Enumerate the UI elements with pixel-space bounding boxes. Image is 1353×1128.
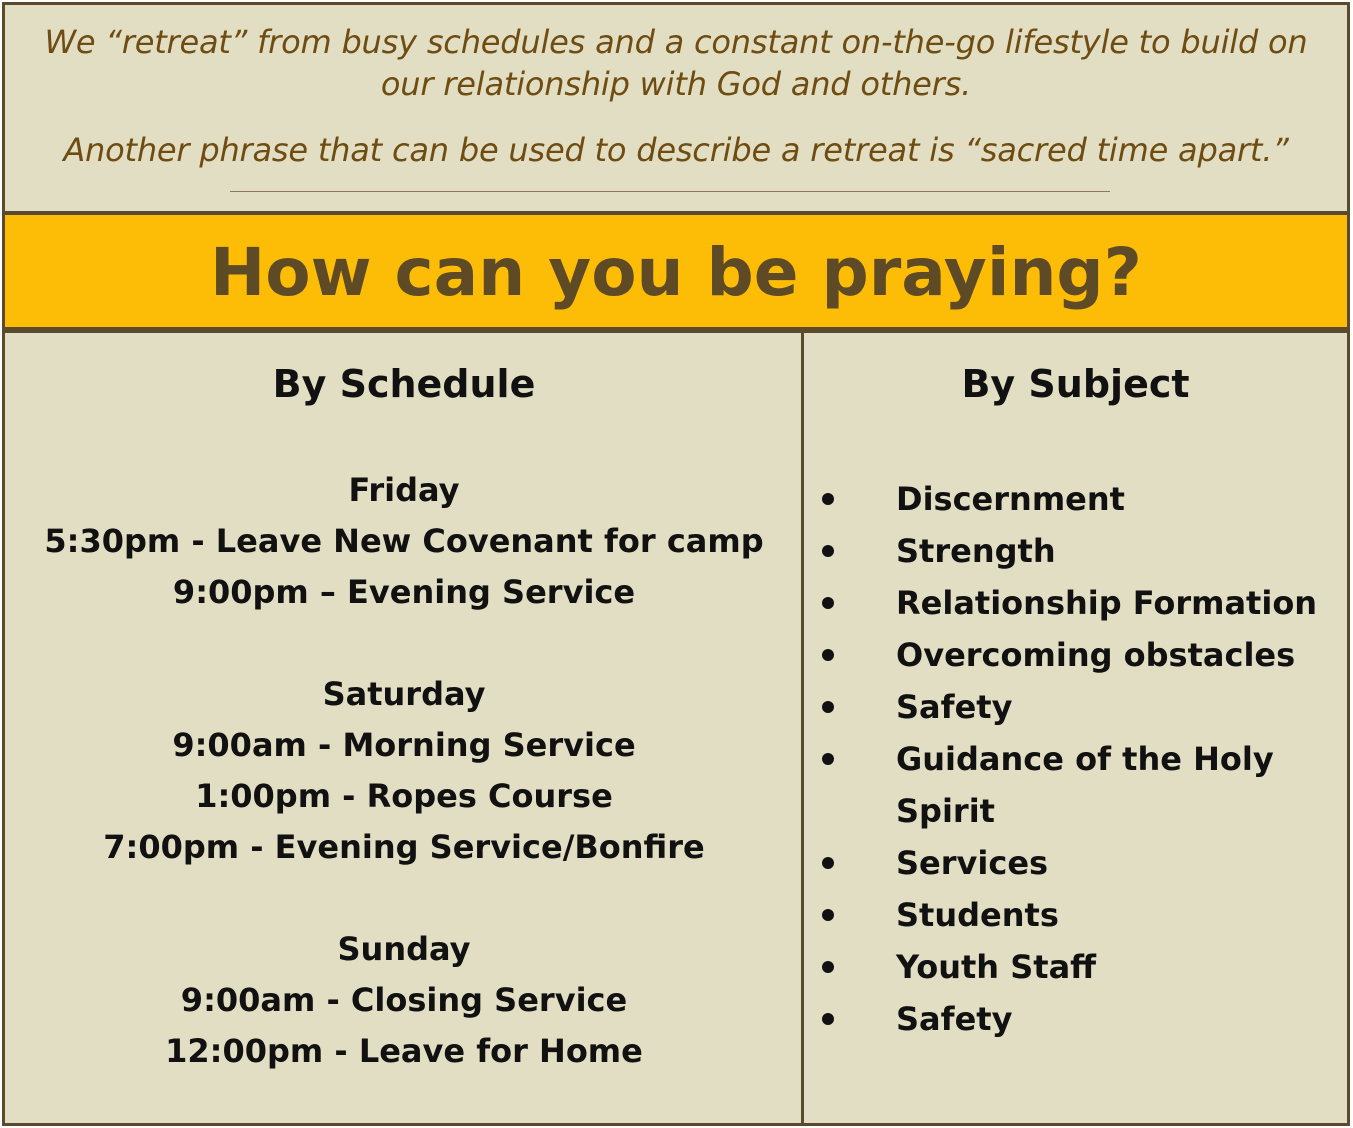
schedule-day-saturday bbox=[5, 669, 803, 873]
bullet-icon bbox=[822, 961, 834, 973]
list-item bbox=[804, 681, 1347, 733]
list-item bbox=[804, 577, 1347, 629]
schedule-event: 12:00pm - Leave for Home bbox=[165, 1032, 643, 1070]
intro-paragraph-sacred-time: Another phrase that can be used to describe a retreat is “sacred time apart.” bbox=[63, 131, 1289, 169]
bullet-icon bbox=[822, 649, 834, 661]
list-item bbox=[804, 941, 1347, 993]
day-label: Saturday bbox=[322, 675, 486, 713]
list-item bbox=[804, 733, 1347, 837]
list-item bbox=[804, 889, 1347, 941]
subject-item: Discernment bbox=[896, 480, 1125, 518]
subject-item: Safety bbox=[896, 688, 1013, 726]
page-title: How can you be praying? bbox=[210, 234, 1142, 311]
subject-column bbox=[801, 330, 1350, 1126]
bullet-icon bbox=[822, 857, 834, 869]
subject-item: Services bbox=[896, 844, 1049, 882]
bullet-icon bbox=[822, 753, 834, 765]
intro-divider bbox=[230, 191, 1110, 192]
day-label: Friday bbox=[348, 471, 460, 509]
day-label: Sunday bbox=[337, 930, 471, 968]
schedule-event: 1:00pm - Ropes Course bbox=[195, 777, 613, 815]
subject-heading: By Subject bbox=[961, 362, 1190, 406]
schedule-column bbox=[2, 330, 806, 1126]
schedule-event: 9:00am - Morning Service bbox=[172, 726, 636, 764]
list-item bbox=[804, 525, 1347, 577]
schedule-day-friday bbox=[5, 465, 803, 618]
bullet-icon bbox=[822, 545, 834, 557]
subject-item: Strength bbox=[896, 532, 1056, 570]
subject-item: Guidance of the Holy Spirit bbox=[896, 740, 1274, 830]
intro-panel bbox=[2, 2, 1350, 214]
bullet-icon bbox=[822, 1013, 834, 1025]
schedule-day-sunday bbox=[5, 924, 803, 1077]
subject-item: Students bbox=[896, 896, 1059, 934]
subject-item: Overcoming obstacles bbox=[896, 636, 1296, 674]
schedule-heading: By Schedule bbox=[272, 362, 536, 406]
title-banner bbox=[2, 212, 1350, 330]
schedule-event: 5:30pm - Leave New Covenant for camp bbox=[44, 522, 764, 560]
schedule-event: 7:00pm - Evening Service/Bonfire bbox=[103, 828, 705, 866]
list-item bbox=[804, 993, 1347, 1045]
bullet-icon bbox=[822, 493, 834, 505]
list-item bbox=[804, 629, 1347, 681]
list-item bbox=[804, 473, 1347, 525]
subject-item: Relationship Formation bbox=[896, 584, 1318, 622]
list-item bbox=[804, 837, 1347, 889]
bullet-icon bbox=[822, 701, 834, 713]
schedule-event: 9:00am - Closing Service bbox=[180, 981, 628, 1019]
subject-list bbox=[804, 473, 1347, 1045]
intro-paragraph-retreat: We “retreat” from busy schedules and a constant on-the-go lifestyle to build on our relationship with God and others. bbox=[44, 23, 1308, 103]
schedule-event: 9:00pm – Evening Service bbox=[172, 573, 636, 611]
bullet-icon bbox=[822, 597, 834, 609]
subject-item: Safety bbox=[896, 1000, 1013, 1038]
subject-item: Youth Staff bbox=[896, 948, 1097, 986]
bullet-icon bbox=[822, 909, 834, 921]
schedule-list bbox=[5, 465, 803, 1128]
